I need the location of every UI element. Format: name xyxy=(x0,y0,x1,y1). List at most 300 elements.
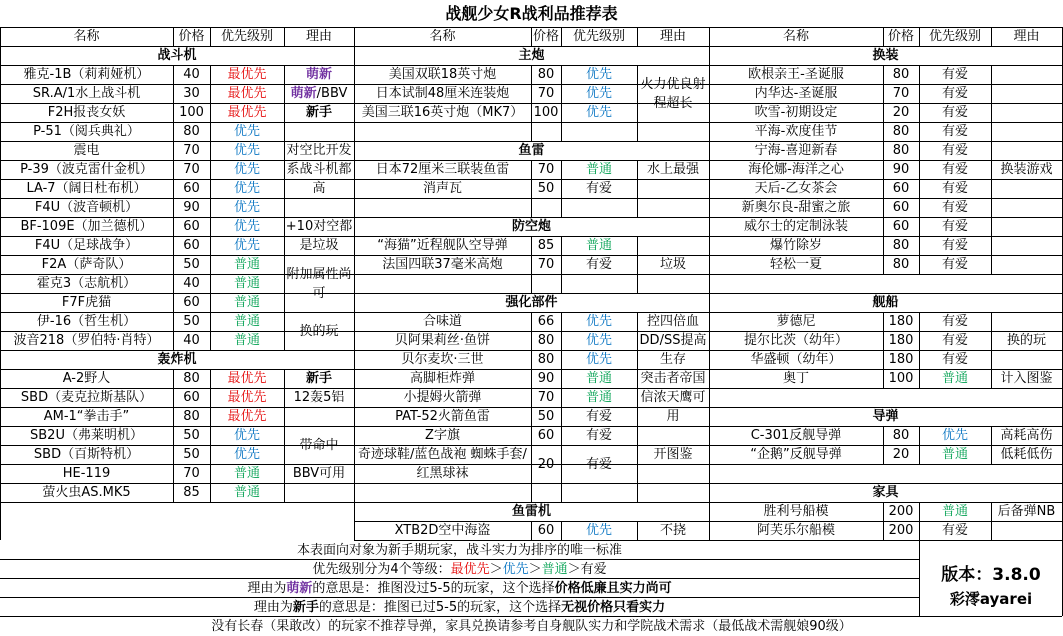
grid-line xyxy=(991,502,992,540)
item-price: 40 xyxy=(183,333,200,348)
item-name: 奥丁 xyxy=(782,371,809,386)
item-name: 内华达-圣诞服 xyxy=(754,86,838,101)
reason-cell: +10对空都是垃圾 xyxy=(285,219,353,253)
item-name: “企鹅”反舰导弹 xyxy=(750,447,842,462)
item-name: P-51（阅兵典礼） xyxy=(33,124,140,139)
item-name: 吹雪-初期设定 xyxy=(754,105,838,120)
grid-line xyxy=(709,84,1062,85)
item-name: 阿芙乐尔船模 xyxy=(756,523,835,538)
grid-line xyxy=(709,293,1062,294)
item-name: 轻松一夏 xyxy=(769,257,822,272)
grid-line xyxy=(919,65,920,274)
grid-line xyxy=(883,65,884,274)
col-header-priority: 优先级别 xyxy=(928,29,981,44)
grid-line xyxy=(0,426,354,427)
grid-line xyxy=(0,122,354,123)
grid-line xyxy=(883,502,884,540)
item-name: 小提姆火箭弹 xyxy=(403,390,482,405)
item-name: XTB2D空中海盗 xyxy=(394,523,491,538)
grid-line xyxy=(354,293,709,294)
item-priority: 有爱 xyxy=(585,428,612,443)
item-price: 70 xyxy=(537,162,555,177)
item-price: 80 xyxy=(892,67,910,82)
item-name: 美国双联18英寸炮 xyxy=(388,67,497,82)
item-price: 66 xyxy=(537,314,555,329)
grid-line xyxy=(284,27,285,46)
reason-cell: 后备弹NB xyxy=(997,504,1056,519)
item-priority: 优先 xyxy=(585,523,612,538)
footer-text: ＞ xyxy=(528,562,542,577)
item-priority: 最优先 xyxy=(227,409,267,424)
col-header-price: 价格 xyxy=(178,29,205,44)
item-name: 提尔比茨（幼年） xyxy=(743,333,848,348)
item-name: 新奥尔良-甜蜜之旅 xyxy=(741,200,851,215)
grid-line xyxy=(0,46,1062,47)
item-priority: 普通 xyxy=(941,371,968,386)
grid-line xyxy=(210,65,211,350)
grid-line xyxy=(709,65,1062,66)
grid-line xyxy=(637,312,638,502)
item-name: SB2U（弗莱明机） xyxy=(30,428,143,443)
grid-line xyxy=(637,236,638,293)
item-name: F4U（波音顿机） xyxy=(34,200,139,215)
grid-line xyxy=(0,217,354,218)
item-price: 60 xyxy=(892,181,910,196)
grid-line xyxy=(0,293,354,294)
item-name: 日本72厘米三联装鱼雷 xyxy=(375,162,510,177)
grid-line xyxy=(709,426,1062,427)
item-priority: 最优先 xyxy=(227,86,267,101)
footer-text: 的意思是：推图没过5-5的玩家，这个选择 xyxy=(312,581,555,596)
item-priority: 有爱 xyxy=(941,219,968,234)
item-priority: 有爱 xyxy=(941,333,968,348)
grid-line xyxy=(709,217,1062,218)
item-price: 70 xyxy=(537,390,555,405)
col-header-reason: 理由 xyxy=(1013,29,1040,44)
item-priority: 普通 xyxy=(233,295,260,310)
grid-line xyxy=(531,312,532,502)
reason-cell: 突击者帝国信浓天鹰可用 xyxy=(640,371,706,424)
item-priority: 优先 xyxy=(233,200,260,215)
grid-line xyxy=(709,312,1062,313)
item-priority: 优先 xyxy=(233,143,260,158)
item-price: 50 xyxy=(183,428,200,443)
item-name: 高脚柜炸弹 xyxy=(409,371,475,386)
item-name: 贝尔麦坎·三世 xyxy=(401,352,484,367)
item-name: F2A（萨奇队） xyxy=(41,257,132,272)
grid-line xyxy=(0,84,354,85)
footer-line-1 xyxy=(0,541,919,560)
item-priority: 优先 xyxy=(585,314,612,329)
grid-line xyxy=(0,236,354,237)
item-name: 雅克-1B（莉莉娅机） xyxy=(23,67,150,82)
item-price: 60 xyxy=(183,390,200,405)
item-price: 70 xyxy=(892,86,910,101)
grid-line xyxy=(531,521,532,540)
item-price: 80 xyxy=(892,428,910,443)
grid-line xyxy=(531,27,532,46)
item-price: 60 xyxy=(183,181,200,196)
footer-line-3 xyxy=(0,579,919,598)
grid-line xyxy=(561,160,562,217)
grid-line xyxy=(709,369,1062,370)
grid-line xyxy=(709,179,1062,180)
item-price: 50 xyxy=(537,409,555,424)
item-price: 60 xyxy=(892,219,910,234)
item-priority: 有爱 xyxy=(585,456,612,472)
item-price: 20 xyxy=(537,456,555,472)
item-reason: 高耗高伤 xyxy=(1000,428,1053,443)
grid-line xyxy=(210,27,211,46)
grid-line xyxy=(991,65,992,274)
section-aa-gun: 防空炮 xyxy=(511,219,551,234)
version-label: 版本：3.8.0 xyxy=(941,565,1041,585)
grid-line xyxy=(354,502,709,503)
item-priority: 普通 xyxy=(585,390,612,405)
grid-line xyxy=(709,27,710,540)
item-name: 天后-乙女茶会 xyxy=(754,181,838,196)
item-priority: 普通 xyxy=(233,314,260,329)
item-price: 100 xyxy=(888,371,914,386)
item-price: 80 xyxy=(892,143,910,158)
author-label: 彩澪ayarei xyxy=(949,590,1033,608)
grid-line xyxy=(0,483,354,484)
section-missile: 导弹 xyxy=(872,409,899,424)
grid-line xyxy=(0,407,354,408)
grid-line xyxy=(284,65,285,350)
item-price: 180 xyxy=(888,314,914,329)
grid-line xyxy=(354,141,709,142)
item-priority: 普通 xyxy=(585,371,612,386)
item-price: 200 xyxy=(888,504,914,519)
item-name: 萤火虫AS.MK5 xyxy=(42,485,131,500)
footer-text: 新手 xyxy=(292,600,319,615)
grid-line xyxy=(0,255,354,256)
grid-line xyxy=(0,350,354,351)
item-price: 30 xyxy=(183,86,200,101)
item-priority: 最优先 xyxy=(227,67,267,82)
footer-text: 价格低廉且实力尚可 xyxy=(554,581,672,596)
item-name: 萝德尼 xyxy=(776,314,816,329)
grid-line xyxy=(0,464,354,465)
item-priority: 有爱 xyxy=(941,200,968,215)
grid-line xyxy=(210,369,211,502)
item-price: 80 xyxy=(183,124,200,139)
item-price: 60 xyxy=(892,200,910,215)
item-price: 100 xyxy=(179,105,204,120)
grid-line xyxy=(991,27,992,46)
item-name: F7F虎猫 xyxy=(61,295,112,310)
version-box xyxy=(919,556,1063,610)
grid-line xyxy=(709,445,1062,446)
item-price: 80 xyxy=(537,333,555,348)
item-price: 60 xyxy=(537,428,555,443)
item-priority: 优先 xyxy=(233,238,260,253)
item-name: SBD（麦克拉斯基队） xyxy=(20,390,153,405)
footer-text: 优先 xyxy=(502,562,529,577)
grid-line xyxy=(637,65,638,141)
item-priority: 有爱 xyxy=(941,143,968,158)
item-priority: 有爱 xyxy=(585,257,612,272)
item-priority: 有爱 xyxy=(585,181,612,196)
item-price: 40 xyxy=(183,276,200,291)
item-price: 100 xyxy=(533,105,559,120)
col-header-name: 名称 xyxy=(782,29,809,44)
item-priority: 有爱 xyxy=(941,314,968,329)
section-ship: 舰船 xyxy=(872,295,899,310)
item-price: 40 xyxy=(183,67,200,82)
item-priority: 有爱 xyxy=(585,409,612,424)
item-price: 180 xyxy=(888,352,914,367)
item-name: 法国四联37毫米高炮 xyxy=(382,257,503,272)
grid-line xyxy=(709,331,1062,332)
grid-line xyxy=(991,312,992,388)
grid-line xyxy=(0,369,354,370)
item-price: 180 xyxy=(888,333,914,348)
footer-text: 的意思是：推图已过5-5的玩家，这个选择 xyxy=(318,600,562,615)
item-name: 伊-16（哲生机） xyxy=(36,314,137,329)
reason-cell: 水上最强 xyxy=(646,162,699,177)
grid-line xyxy=(284,369,285,502)
reason-cell: 12轰5铝 xyxy=(293,390,345,405)
grid-line xyxy=(561,312,562,502)
item-priority: 最优先 xyxy=(227,371,267,386)
section-furniture: 家具 xyxy=(872,485,899,500)
item-name: 欧根亲王-圣诞服 xyxy=(748,67,844,82)
reason-cell: 火力优良射程超长 xyxy=(640,76,706,111)
grid-line xyxy=(561,236,562,293)
item-priority: 普通 xyxy=(233,276,260,291)
grid-line xyxy=(354,217,709,218)
item-price: 80 xyxy=(537,67,555,82)
item-name: LA-7（阔日杜布机） xyxy=(26,181,147,196)
item-priority: 有爱 xyxy=(941,105,968,120)
grid-line xyxy=(531,65,532,141)
grid-line xyxy=(0,27,1,540)
footer-line-5: 没有长春（果敢改）的玩家不推荐导弹，家具兑换请参考自身舰队实力和学院战术需求（最低战术需舰娘90级） xyxy=(211,619,852,634)
item-name: 震电 xyxy=(73,143,100,158)
grid-line xyxy=(709,274,1062,275)
grid-line xyxy=(637,27,638,46)
grid-line xyxy=(709,407,1062,408)
item-price: 70 xyxy=(537,257,555,272)
col-header-price: 价格 xyxy=(887,29,914,44)
section-fighter: 战斗机 xyxy=(157,48,197,63)
footer-text: 理由为 xyxy=(253,600,293,615)
item-price: 60 xyxy=(183,238,200,253)
footer-line-2 xyxy=(0,560,919,579)
item-price: 50 xyxy=(183,257,200,272)
footer-text: ＞ xyxy=(489,562,503,577)
grid-line xyxy=(0,312,354,313)
grid-line xyxy=(0,198,354,199)
item-priority: 普通 xyxy=(585,238,612,253)
section-torpedo: 鱼雷 xyxy=(518,143,545,158)
item-name: Z字旗 xyxy=(425,428,460,443)
item-priority: 普通 xyxy=(233,466,260,481)
reason-cell: 新手 xyxy=(305,105,332,120)
grid-line xyxy=(0,179,354,180)
grid-line xyxy=(883,312,884,388)
grid-line xyxy=(173,65,174,350)
item-price: 85 xyxy=(183,485,200,500)
reason-keyword: 萌新 xyxy=(290,86,317,101)
grid-line xyxy=(709,122,1062,123)
grid-line xyxy=(883,426,884,464)
item-priority: 普通 xyxy=(941,447,968,462)
col-header-priority: 优先级别 xyxy=(220,29,273,44)
item-name: 波音218（罗伯特·肖特） xyxy=(13,333,160,348)
item-name: 威尔士的定制泳装 xyxy=(743,219,848,234)
footer-line-4 xyxy=(0,598,919,617)
grid-line xyxy=(991,426,992,464)
section-outfit: 换装 xyxy=(872,48,899,63)
item-name: F4U（足球战争） xyxy=(34,238,139,253)
item-priority: 优先 xyxy=(233,219,260,234)
item-price: 200 xyxy=(888,523,914,538)
footer-text: 萌新 xyxy=(286,581,313,596)
grid-line xyxy=(709,464,1062,465)
grid-line xyxy=(0,103,354,104)
grid-line xyxy=(173,369,174,502)
item-price: 60 xyxy=(537,523,555,538)
grid-line xyxy=(0,274,354,275)
item-name: 合味道 xyxy=(422,314,462,329)
footer-text: 无视价格只看实力 xyxy=(561,600,666,615)
reason-cell: 计入图鉴 xyxy=(1000,371,1053,386)
reason-cell: 换的玩 xyxy=(299,323,339,339)
item-price: 85 xyxy=(537,238,555,253)
item-price: 80 xyxy=(537,352,555,367)
reason-cell: 垃圾 xyxy=(659,257,686,272)
item-price: 90 xyxy=(183,200,200,215)
item-name: PAT-52火箭鱼雷 xyxy=(395,409,490,424)
reason-cell: 萌新 xyxy=(305,67,332,82)
col-header-reason: 理由 xyxy=(305,29,332,44)
grid-line xyxy=(919,27,920,46)
item-name: P-39（波克雷什金机） xyxy=(20,162,153,177)
item-name: SR.A/1水上战斗机 xyxy=(32,86,141,101)
item-price: 70 xyxy=(183,162,200,177)
item-price: 70 xyxy=(183,466,200,481)
item-name: “海猫”近程舰队空导弹 xyxy=(377,238,508,253)
item-price: 20 xyxy=(892,447,910,462)
item-name: AM-1“拳击手” xyxy=(43,409,130,424)
item-priority: 有爱 xyxy=(941,67,968,82)
item-price: 90 xyxy=(537,371,555,386)
grid-line xyxy=(0,445,354,446)
grid-line xyxy=(709,160,1062,161)
grid-line xyxy=(531,160,532,217)
item-price: 70 xyxy=(537,86,555,101)
item-priority: 普通 xyxy=(233,333,260,348)
reason-cell: 不挠 xyxy=(659,523,686,538)
item-name: C-301反舰导弹 xyxy=(750,428,842,443)
grid-line xyxy=(709,236,1062,237)
item-priority: 最优先 xyxy=(227,105,267,120)
item-price: 80 xyxy=(183,409,200,424)
reason-cell xyxy=(284,84,354,103)
grid-line xyxy=(561,65,562,141)
reason-cell: 带命中 xyxy=(299,437,339,453)
item-name: 华盛顿（幼年） xyxy=(750,352,842,367)
grid-line xyxy=(919,426,920,464)
col-header-price: 价格 xyxy=(532,29,559,44)
page-title: 战舰少女R战利品推荐表 xyxy=(0,0,1063,28)
section-torpedo-plane: 鱼雷机 xyxy=(511,504,551,519)
item-price: 50 xyxy=(537,181,555,196)
reason-cell: 换的玩 xyxy=(1006,333,1046,348)
grid-line xyxy=(561,521,562,540)
item-price: 60 xyxy=(183,219,200,234)
col-header-priority: 优先级别 xyxy=(572,29,625,44)
item-price: 80 xyxy=(892,257,910,272)
item-priority: 优先 xyxy=(233,428,260,443)
grid-line xyxy=(0,141,354,142)
col-header-name: 名称 xyxy=(73,29,100,44)
grid-line xyxy=(709,502,1062,503)
grid-line xyxy=(354,27,355,540)
item-price: 50 xyxy=(183,314,200,329)
reason-cell: 开图鉴 xyxy=(653,447,693,462)
grid-line xyxy=(709,521,1062,522)
reason-cell: 附加属性尚可 xyxy=(286,266,352,301)
item-priority: 有爱 xyxy=(941,124,968,139)
item-name: BF-109E（加兰德机） xyxy=(20,219,153,234)
reason-cell: BBV可用 xyxy=(292,466,346,481)
grid-line xyxy=(0,331,354,332)
item-name: 宁海-喜迎新春 xyxy=(754,143,838,158)
reason-cell: 控四倍血DD/SS提高生存 xyxy=(639,314,707,367)
item-priority: 优先 xyxy=(233,124,260,139)
item-priority: 优先 xyxy=(585,86,612,101)
item-name: 美国三联16英寸炮（MK7） xyxy=(361,105,524,120)
item-name: 消声瓦 xyxy=(422,181,462,196)
item-priority: 优先 xyxy=(585,67,612,82)
grid-line xyxy=(561,27,562,46)
grid-line xyxy=(709,141,1062,142)
grid-line xyxy=(0,502,354,503)
reason-suffix: /BBV xyxy=(316,86,348,101)
grid-line xyxy=(531,236,532,293)
item-priority: 优先 xyxy=(941,428,968,443)
grid-line xyxy=(709,350,1062,351)
item-priority: 普通 xyxy=(233,485,260,500)
section-bomber: 轰炸机 xyxy=(157,352,197,367)
item-price: 80 xyxy=(892,124,910,139)
item-priority: 普通 xyxy=(233,257,260,272)
reason-cell: 换装游戏 xyxy=(1000,162,1053,177)
item-priority: 优先 xyxy=(233,181,260,196)
grid-line xyxy=(919,502,920,540)
item-price: 90 xyxy=(892,162,910,177)
section-main-gun: 主炮 xyxy=(518,48,545,63)
item-name: 胜利号船模 xyxy=(763,504,829,519)
item-price: 80 xyxy=(892,238,910,253)
item-price: 70 xyxy=(183,143,200,158)
footer-text: 优先级别分为4个等级： xyxy=(312,562,451,577)
item-priority: 有爱 xyxy=(941,352,968,367)
item-name: 日本试制48厘米连装炮 xyxy=(375,86,510,101)
grid-line xyxy=(0,160,354,161)
grid-line xyxy=(919,312,920,388)
item-name: SBD（百斯特机） xyxy=(33,447,140,462)
item-priority: 优先 xyxy=(233,162,260,177)
item-name: 海伦娜-海洋之心 xyxy=(748,162,844,177)
item-priority: 最优先 xyxy=(227,390,267,405)
grid-line xyxy=(173,27,174,46)
item-priority: 有爱 xyxy=(941,238,968,253)
